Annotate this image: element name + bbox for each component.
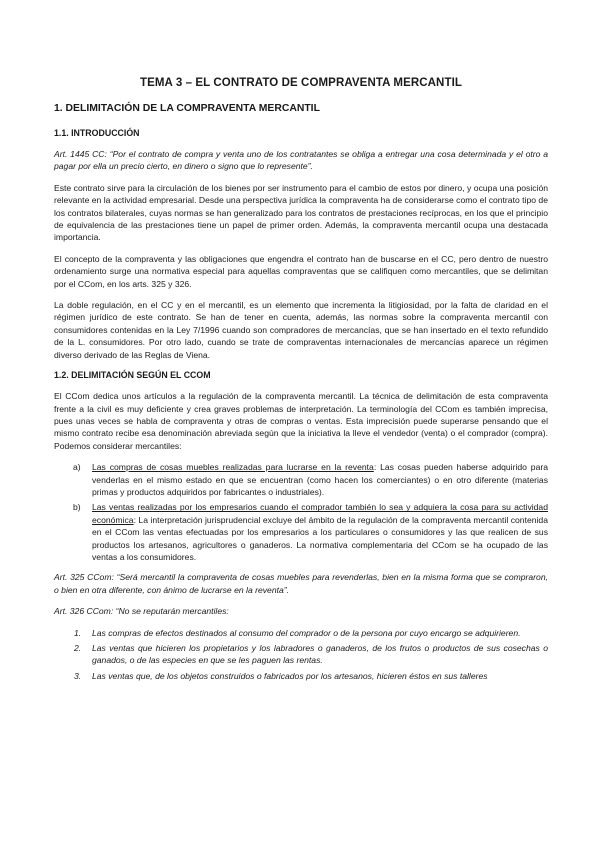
page-title: TEMA 3 – EL CONTRATO DE COMPRAVENTA MERCANTIL [139,77,463,89]
list-marker: a) [73,462,81,473]
quote-art-1445: Art. 1445 CC: “Por el contrato de compra y venta uno de los contratantes se obliga a entregar una cosa determinada y el otro a pagar por ella un precio cierto, en dinero o signo que lo represente”. [54,149,548,172]
list-marker: 2. [74,643,82,653]
list-item-underlined: Las compras de cosas muebles realizadas para lucrarse en la reventa [92,462,374,473]
list-marker: 1. [74,627,82,638]
list-item-text: : La interpretación jurisprudencial excluye del ámbito de la regulación de la compraventa mercantil contenida en el CCom las ventas efectuadas por los empresarios a los particulares o consumidores y las que realicen de sus productos los artesanos, agricultores o ganaderos. La normativa complementaria del CCom se ha ocupado de las ventas a los consumidores. [92,514,548,562]
art-326-list [54,627,548,683]
list-item [54,670,548,682]
list-item [54,627,548,639]
list-item-text: Las ventas que, de los objetos construidos o fabricados por los artesanos, hicieren éstos en sus talleres [92,670,488,681]
list-marker: 3. [74,670,82,681]
list-item-text: Las compras de efectos destinados al consumo del comprador o de la persona por cuyo encargo se adquirieren. [92,627,521,638]
paragraph: El CCom dedica unos artículos a la regulación de la compraventa mercantil. La técnica de delimitación de esta compraventa frente a la civil es muy deficiente y crea graves problemas de interpretación. La terminología del CCom es también imprecisa, pues unas veces se habla de compraventa y otras de compras o ventas. Esta imprecisión puede superarse pensando que el mismo contrato recibe esa denominación abreviada según que la iniciativa la lleve el vendedor (venta) o el comprador (compra). Podemos considerar mercantiles: [54,391,548,451]
list-item-underlined: Las ventas realizadas por los empresarios cuando el comprador también lo sea y adquiera la cosa para su actividad económica [92,502,548,525]
mercantile-list [54,461,548,563]
quote-art-325: Art. 325 CCom: “Será mercantil la compraventa de cosas muebles para revenderlas, bien en la misma forma que se compraron, o bien en otra diferente, con ánimo de lucrarse en la reventa”. [54,572,548,595]
list-item [54,642,548,667]
list-item-text: Las ventas que hicieren los propietarios y los labradores o ganaderos, de los frutos o productos de sus cosechas o ganados, o de las especies en que se les paguen las rentas. [92,643,548,666]
list-item [54,461,548,498]
section-heading: 1. DELIMITACIÓN DE LA COMPRAVENTA MERCANTIL [54,103,320,114]
list-marker: b) [73,502,81,513]
list-item-text: : Las cosas pueden haberse adquirido para venderlas en el mismo estado en que se encuentran (como hacen los comerciantes) o en otro diferente (materias primas y productos adquiridos por fabricantes o industriales). [92,462,548,497]
quote-art-326: Art. 326 CCom: “No se reputarán mercantiles: [54,606,229,617]
paragraph: El concepto de la compraventa y las obligaciones que engendra el contrato han de buscarse en el CC, pero dentro de nuestro ordenamiento surge una normativa especial para aquellas compraventas que se califiquen como mercantiles, que se delimitan por el CCom, en los arts. 325 y 326. [54,253,548,289]
subsection-heading-intro: 1.1. INTRODUCCIÓN [54,128,140,138]
list-item [54,501,548,563]
paragraph: La doble regulación, en el CC y en el mercantil, es un elemento que incrementa la litigiosidad, por la falta de claridad en el régimen jurídico de este contrato. Se han de tener en cuenta, además, las normas sobre la compraventa mercantil con consumidores contenidas en la Ley 7/1996 cuando son compradores de mercancías, que se han insertado en el texto refundido de la L. consumidores. Por otro lado, cuando se trate de compraventas internacionales de mercancías aparece un régimen diverso derivado de las Reglas de Viena. [54,300,548,360]
subsection-heading-ccom: 1.2. DELIMITACIÓN SEGÚN EL CCOM [54,370,211,381]
paragraph: Este contrato sirve para la circulación de los bienes por ser instrumento para el cambio de estos por dinero, y ocupa una posición relevante en la actividad empresarial. Desde una perspectiva jurídica la compraventa ha de considerarse como el contrato tipo de los contratos bilaterales, cuyas normas se han generalizado para los contratos de prestaciones recíprocas, en los que el principio de equivalencia de las prestaciones tiene un papel de primer orden. Además, la compraventa mercantil ocupa una destacada importancia. [54,182,548,243]
